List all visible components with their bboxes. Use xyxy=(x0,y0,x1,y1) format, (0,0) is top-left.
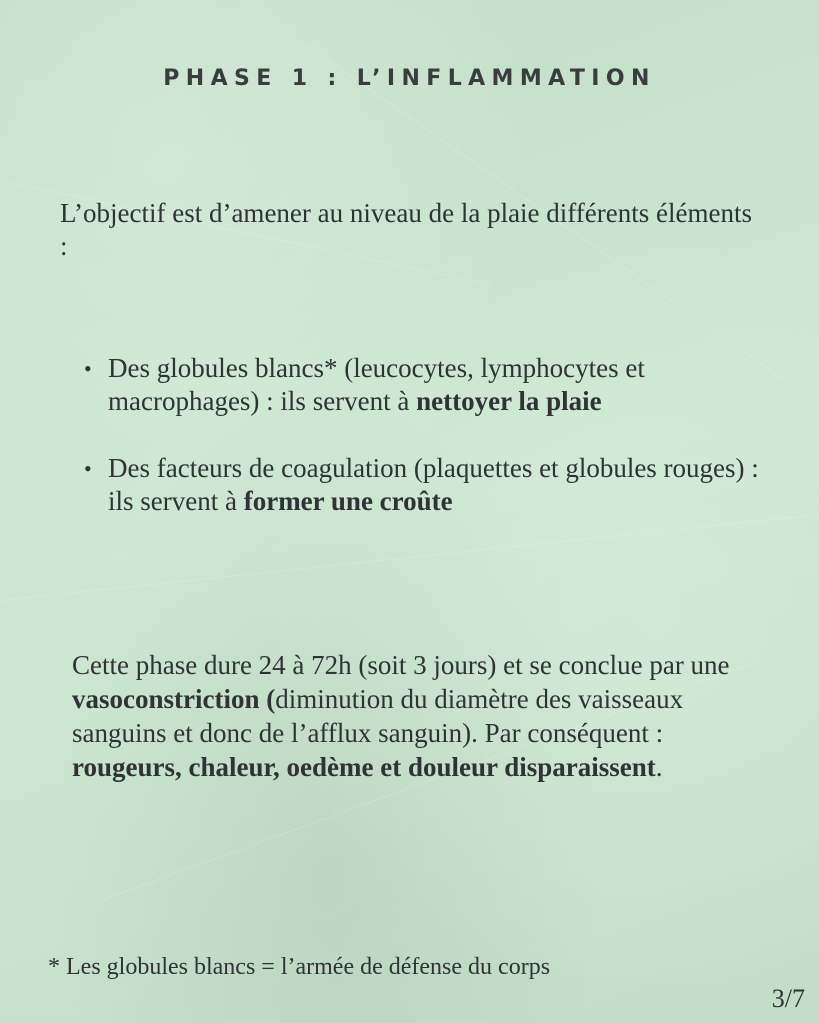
conclusion-emphasis: vasoconstriction ( xyxy=(72,684,276,714)
bullet-dot: • xyxy=(84,456,92,481)
list-item xyxy=(80,352,780,418)
elements-list xyxy=(80,352,780,552)
list-item-text: Des globules blancs* (leucocytes, lymphocytes et macrophages) : ils servent à xyxy=(108,353,645,416)
list-item-text: Des facteurs de coagulation (plaquettes et globules rouges) : ils servent à xyxy=(108,453,759,516)
list-item-emphasis: former une croûte xyxy=(243,486,453,516)
list-item xyxy=(80,452,780,518)
page-number: 3/7 xyxy=(771,984,805,1013)
footnote: * Les globules blancs = l’armée de défense du corps xyxy=(48,954,551,980)
bullet-dot: • xyxy=(84,356,92,381)
conclusion-text: diminution du diamètre des vaisseaux sanguins et donc de l’afflux sanguin). Par conséquent : xyxy=(72,684,684,748)
list-item-emphasis: nettoyer la plaie xyxy=(416,386,602,416)
conclusion-emphasis: rougeurs, chaleur, oedème et douleur disparaissent xyxy=(72,752,656,782)
intro-paragraph: L’objectif est d’amener au niveau de la plaie différents éléments : xyxy=(60,198,752,261)
conclusion-text: Cette phase dure 24 à 72h (soit 3 jours) et se conclue par une xyxy=(72,650,730,680)
conclusion-paragraph xyxy=(72,648,772,784)
page-title: PHASE 1 : L’INFLAMMATION xyxy=(163,66,656,91)
conclusion-text: . xyxy=(655,752,663,782)
